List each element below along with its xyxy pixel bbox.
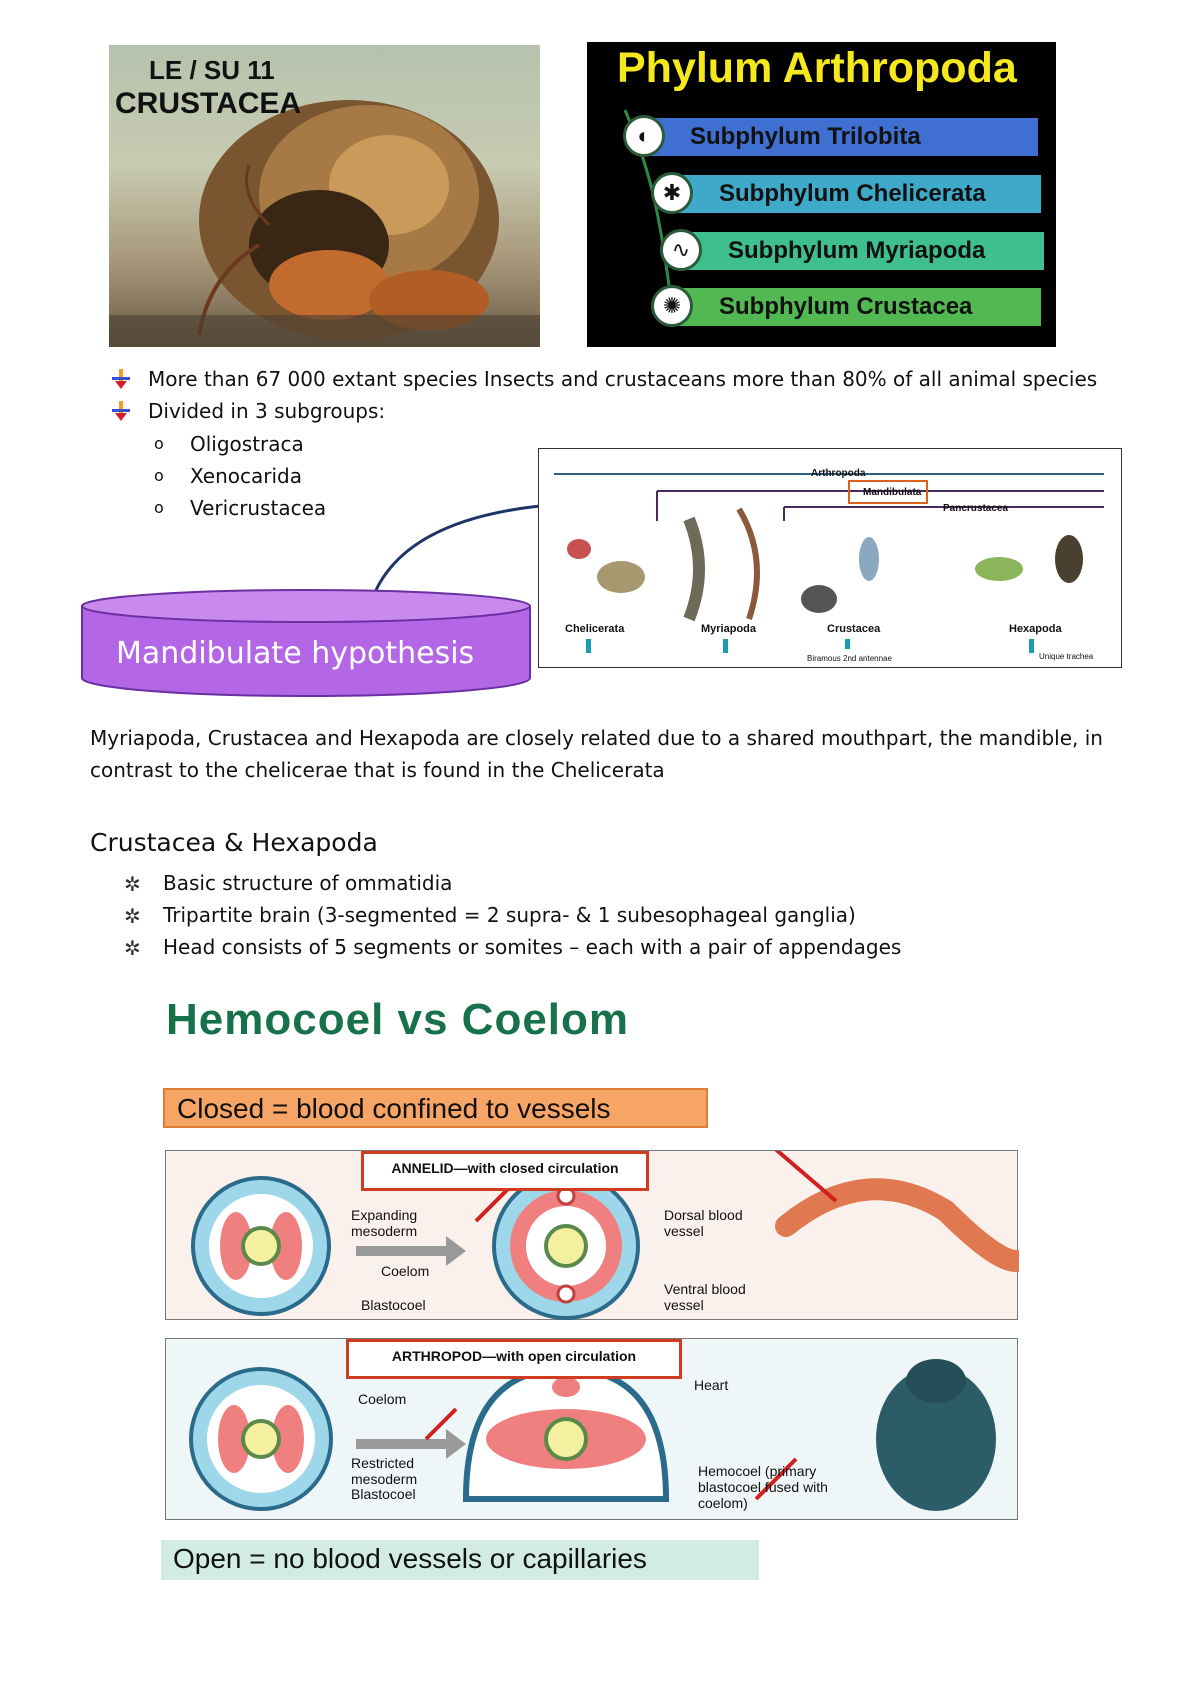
arthropod-coelom: Coelom [358, 1391, 407, 1407]
section-heading: Crustacea & Hexapoda [90, 828, 378, 857]
arthropod-blastocoel: Blastocoel [351, 1486, 416, 1502]
circle-bullet-icon: o [154, 466, 164, 485]
tree-taxon: Myriapoda [701, 623, 757, 635]
subgroup-item: Oligostraca [190, 432, 304, 456]
tree-note-crustacea: Biramous 2nd antennae [807, 654, 892, 663]
arthropod-restricted: Restricted mesoderm [351, 1455, 418, 1487]
callout-connector [370, 500, 545, 595]
gear-bullet-icon: ✲ [124, 938, 141, 960]
bullet-species-count: More than 67 000 extant species Insects and crustaceans more than 80% of all animal species [148, 367, 1098, 391]
phylogeny-tree [538, 448, 1122, 668]
subphylum-label: Subphylum Chelicerata [719, 180, 986, 207]
annelid-label: ANNELID—with closed circulation [361, 1151, 649, 1191]
annelid-ventral: Ventral blood vessel [664, 1281, 746, 1313]
arthropod-heart: Heart [694, 1377, 729, 1393]
bullet-subgroups: Divided in 3 subgroups: [148, 399, 386, 423]
arthropod-panel [165, 1338, 1018, 1520]
photo-title-line1: LE / SU 11 [149, 55, 275, 85]
subphylum-label: Subphylum Trilobita [690, 123, 921, 150]
horseshoe-crab-icon [597, 561, 645, 593]
annelid-coelom: Coelom [381, 1263, 430, 1279]
subphylum-bar-chelicerata [671, 175, 1041, 213]
subphylum-bar-crustacea [671, 288, 1041, 326]
tree-taxon: Hexapoda [1009, 623, 1062, 635]
gear-bullet-icon: ✲ [124, 874, 141, 896]
annelid-panel [165, 1150, 1018, 1320]
circle-bullet-icon: o [154, 498, 164, 517]
arrow-bullet-icon [112, 369, 130, 389]
spider-icon: ✱ [651, 172, 693, 214]
hemocoel-title: Hemocoel vs Coelom [166, 995, 630, 1044]
open-caption: Open = no blood vessels or capillaries [161, 1540, 759, 1580]
mandible-paragraph: Myriapoda, Crustacea and Hexapoda are closely related due to a shared mouthpart, the mandible, in contrast to the chelicerae that is found in the Chelicerata [90, 726, 1103, 782]
section-item: Basic structure of ommatidia [163, 871, 453, 895]
tree-taxon: Chelicerata [565, 623, 625, 635]
tree-pancrustacea: Pancrustacea [943, 503, 1009, 514]
subphylum-bar-myriapoda [680, 232, 1044, 270]
subgroup-item: Vericrustacea [190, 496, 327, 520]
subgroup-item: Xenocarida [190, 464, 303, 488]
subphylum-bar-trilobita [642, 118, 1038, 156]
tree-mandibulata: Mandibulata [863, 487, 922, 498]
section-item: Head consists of 5 segments or somites – each with a pair of appendages [163, 935, 902, 959]
mandibulate-label: Mandibulate hypothesis [116, 636, 475, 671]
subphylum-label: Subphylum Crustacea [719, 293, 973, 320]
gear-bullet-icon: ✲ [124, 906, 141, 928]
crab-icon: ✺ [651, 285, 693, 327]
crab-photo [109, 45, 540, 347]
arthropod-hemocoel: Hemocoel (primary blastocoel fused with coelom) [698, 1463, 828, 1511]
subphylum-label: Subphylum Myriapoda [728, 237, 986, 264]
closed-caption: Closed = blood confined to vessels [163, 1088, 708, 1128]
tick-icon [567, 539, 591, 559]
arrow-bullet-icon [112, 401, 130, 421]
circle-bullet-icon: o [154, 434, 164, 453]
phylum-title: Phylum Arthropoda [617, 44, 1017, 92]
arthropod-label: ARTHROPOD—with open circulation [346, 1339, 682, 1379]
tree-taxon: Crustacea [827, 623, 881, 635]
tree-arthropoda: Arthropoda [811, 468, 866, 479]
trilobite-icon: ◐ [623, 115, 665, 157]
photo-title-line2: CRUSTACEA [115, 87, 302, 120]
phylum-panel [587, 42, 1056, 347]
tree-note-hexapoda: Unique trachea [1039, 652, 1094, 661]
annelid-dorsal: Dorsal blood vessel [664, 1207, 743, 1239]
millipede-icon: ∿ [660, 229, 702, 271]
annelid-expanding: Expanding mesoderm [351, 1207, 418, 1239]
annelid-blastocoel: Blastocoel [361, 1297, 426, 1313]
section-item: Tripartite brain (3-segmented = 2 supra- & 1 subesophageal ganglia) [163, 903, 856, 927]
